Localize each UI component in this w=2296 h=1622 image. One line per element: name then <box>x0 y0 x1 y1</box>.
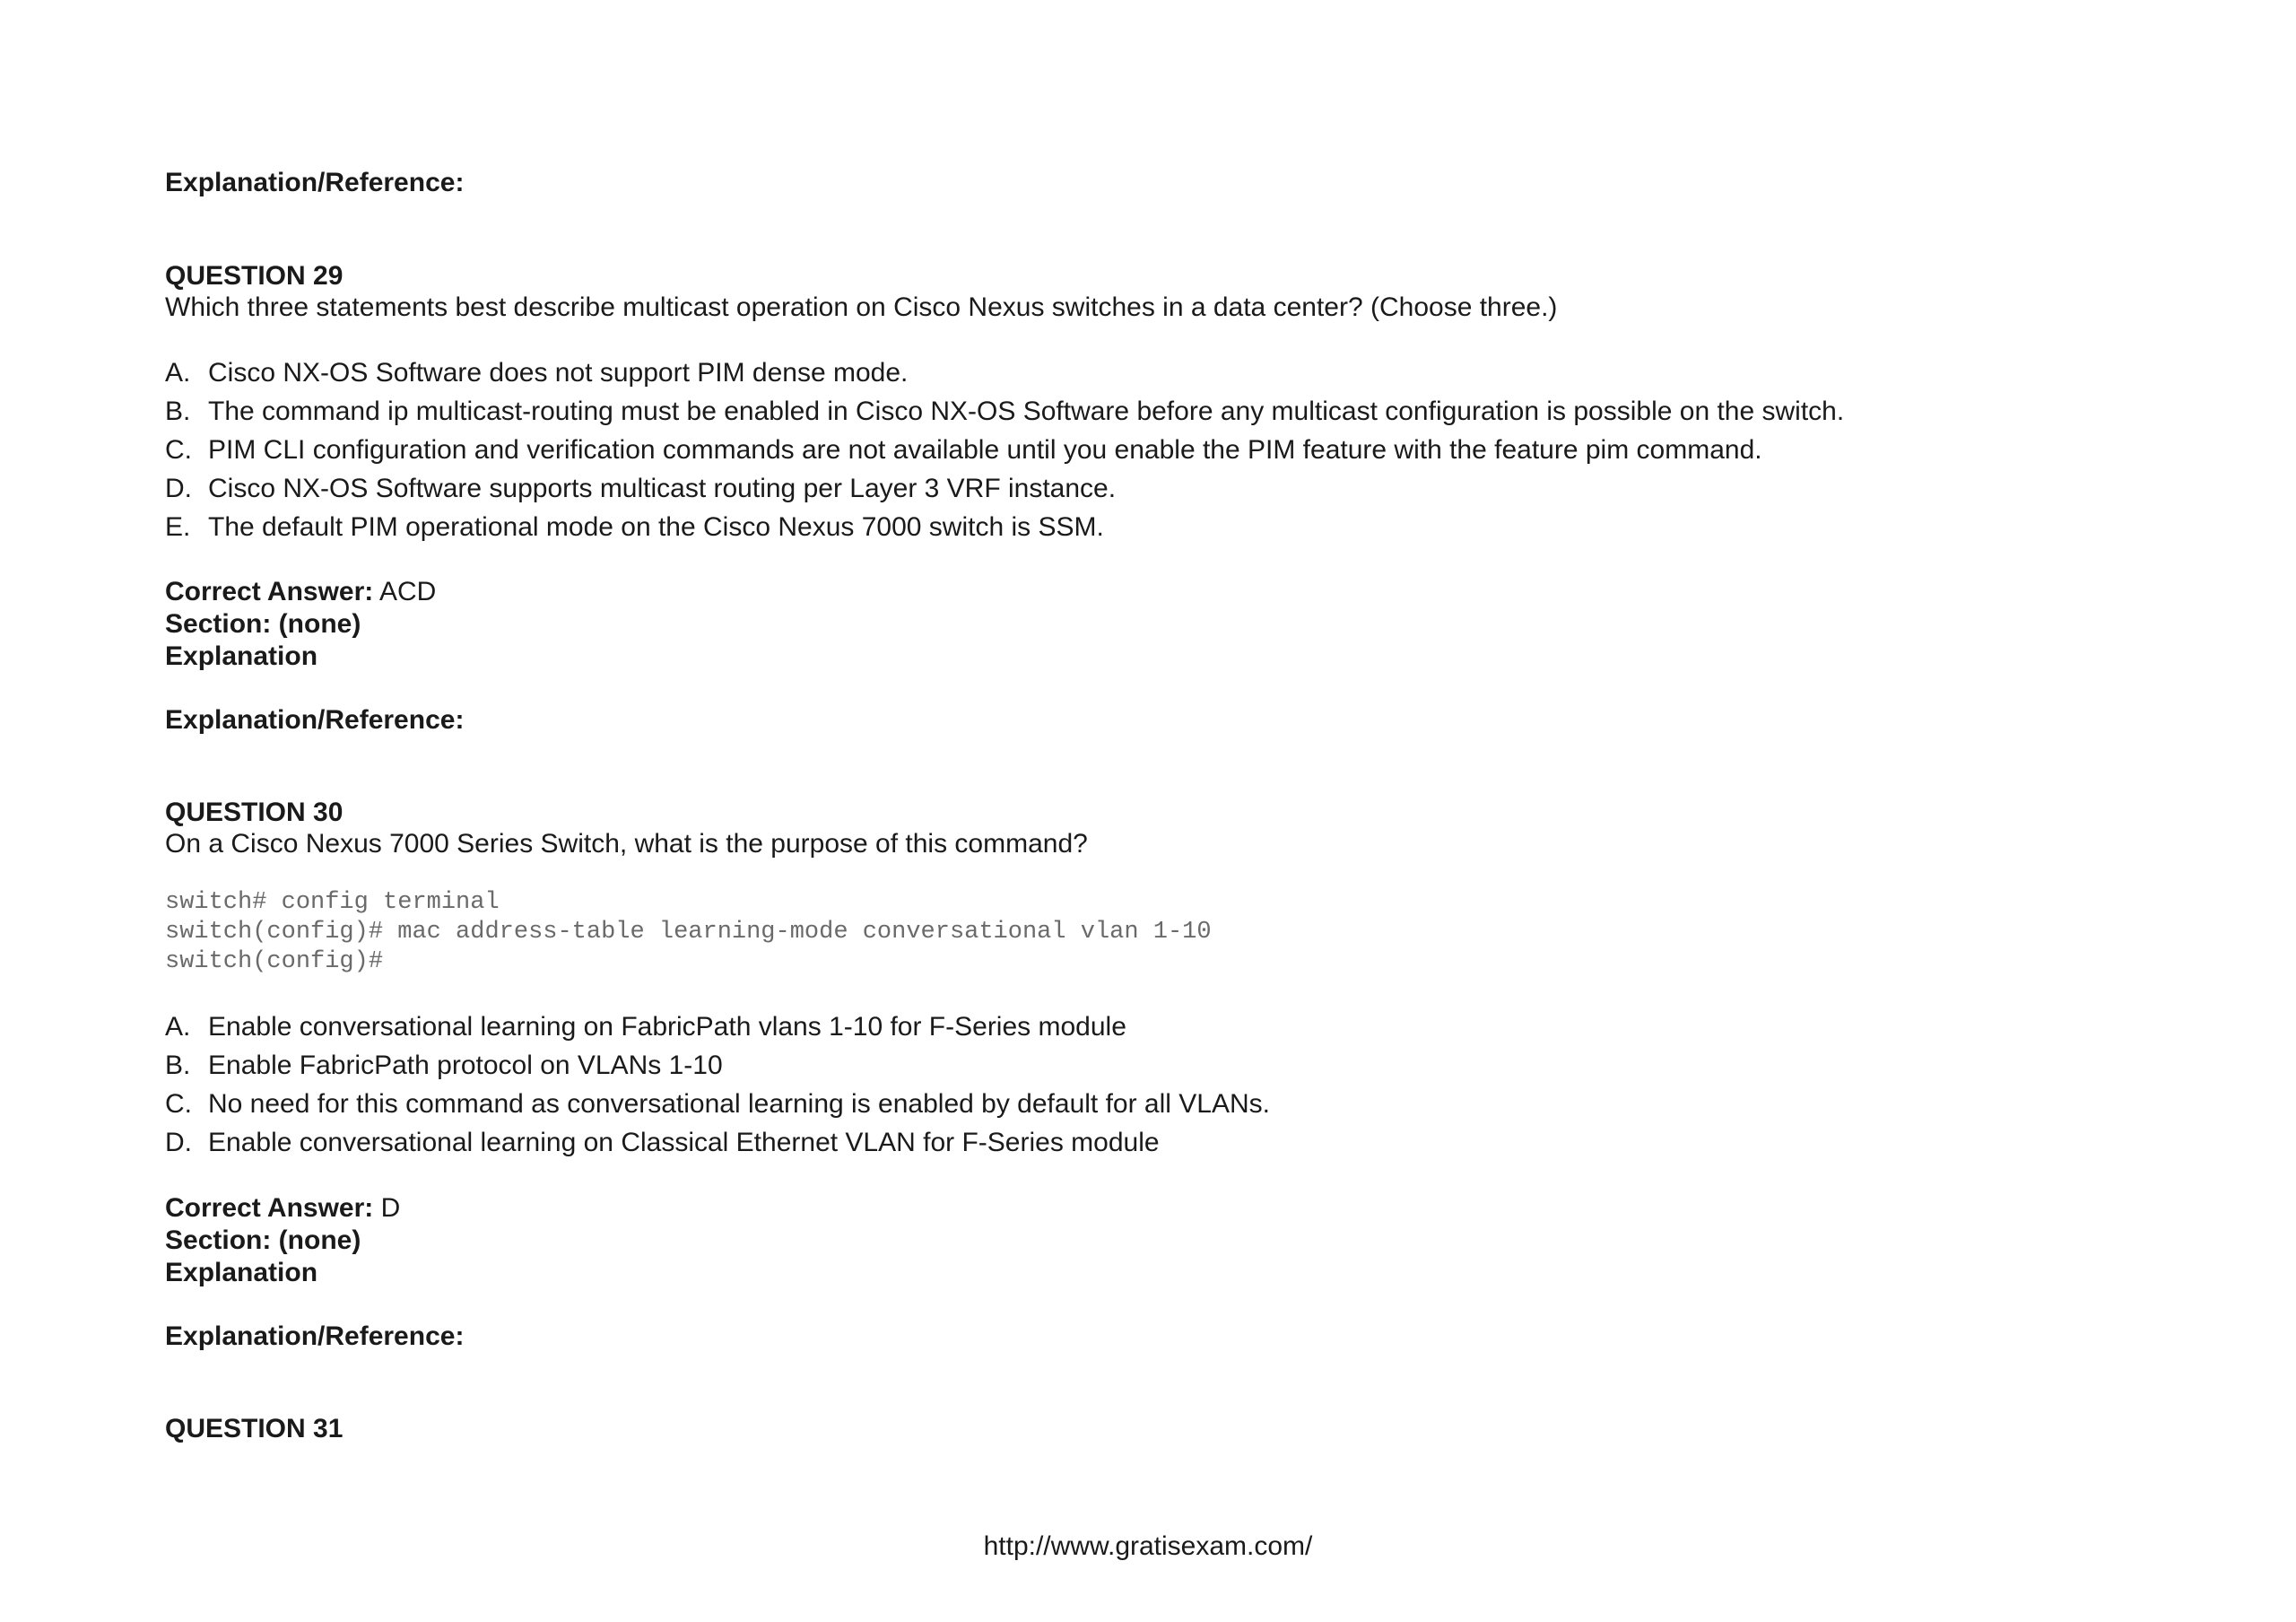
option-c <box>165 1088 1270 1127</box>
correct-answer <box>165 576 436 608</box>
question-29-heading: QUESTION 29 <box>165 261 344 291</box>
question-30-answer-block <box>165 1192 400 1289</box>
explanation-reference-heading: Explanation/Reference: <box>165 1321 465 1351</box>
option-b <box>165 396 1844 434</box>
section-line: Section: (none) <box>165 609 361 639</box>
question-29-options <box>165 357 1844 550</box>
option-text: Enable FabricPath protocol on VLANs 1-10 <box>208 1051 723 1080</box>
explanation-label: Explanation <box>165 1258 318 1287</box>
option-letter: D. <box>165 1128 192 1157</box>
explanation-label: Explanation <box>165 641 318 671</box>
footer-url[interactable]: http://www.gratisexam.com/ <box>983 1531 1313 1561</box>
option-text: No need for this command as conversational learning is enabled by default for all VLANs. <box>208 1089 1270 1119</box>
option-text: Cisco NX-OS Software supports multicast routing per Layer 3 VRF instance. <box>208 474 1117 503</box>
correct-answer-label: Correct Answer: <box>165 577 374 606</box>
question-31-heading: QUESTION 31 <box>165 1414 344 1443</box>
correct-answer-value: ACD <box>378 577 437 606</box>
option-a <box>165 357 1844 396</box>
question-30-options <box>165 1011 1270 1165</box>
code-line: switch(config)# <box>165 948 384 975</box>
option-letter: E. <box>165 512 191 542</box>
option-text: Cisco NX-OS Software does not support PIM dense mode. <box>208 358 909 388</box>
option-b <box>165 1050 1270 1088</box>
option-e <box>165 511 1844 550</box>
option-letter: C. <box>165 435 192 465</box>
option-letter: A. <box>165 1012 191 1042</box>
option-text: The default PIM operational mode on the Cisco Nexus 7000 switch is SSM. <box>208 512 1104 542</box>
correct-answer-value: D <box>380 1193 401 1223</box>
option-text: Enable conversational learning on Classical Ethernet VLAN for F-Series module <box>208 1128 1160 1157</box>
option-letter: D. <box>165 474 192 503</box>
option-letter: B. <box>165 1051 191 1080</box>
question-30-heading: QUESTION 30 <box>165 798 344 827</box>
question-29-answer-block <box>165 576 436 673</box>
correct-answer <box>165 1192 400 1225</box>
option-letter: A. <box>165 358 191 388</box>
option-text: Enable conversational learning on FabricPath vlans 1-10 for F-Series module <box>208 1012 1126 1042</box>
section-line: Section: (none) <box>165 1225 361 1255</box>
code-line: switch(config)# mac address-table learning-mode conversational vlan 1-10 <box>165 919 1212 946</box>
code-line: switch# config terminal <box>165 889 500 916</box>
option-d <box>165 1127 1270 1165</box>
question-30-prompt: On a Cisco Nexus 7000 Series Switch, what is the purpose of this command? <box>165 829 1088 859</box>
option-text: The command ip multicast-routing must be enabled in Cisco NX-OS Software before any multicast configuration is possible on the switch. <box>208 397 1845 426</box>
option-letter: C. <box>165 1089 192 1119</box>
option-c <box>165 434 1844 473</box>
question-29-prompt: Which three statements best describe multicast operation on Cisco Nexus switches in a data center? (Choose three.) <box>165 292 1558 322</box>
option-a <box>165 1011 1270 1050</box>
cli-code-block <box>165 888 1212 977</box>
option-letter: B. <box>165 397 191 426</box>
explanation-reference-heading: Explanation/Reference: <box>165 168 465 197</box>
correct-answer-label: Correct Answer: <box>165 1193 374 1223</box>
option-d <box>165 473 1844 511</box>
explanation-reference-heading: Explanation/Reference: <box>165 705 465 735</box>
option-text: PIM CLI configuration and verification commands are not available until you enable the PIM feature with the feature pim command. <box>208 435 1762 465</box>
